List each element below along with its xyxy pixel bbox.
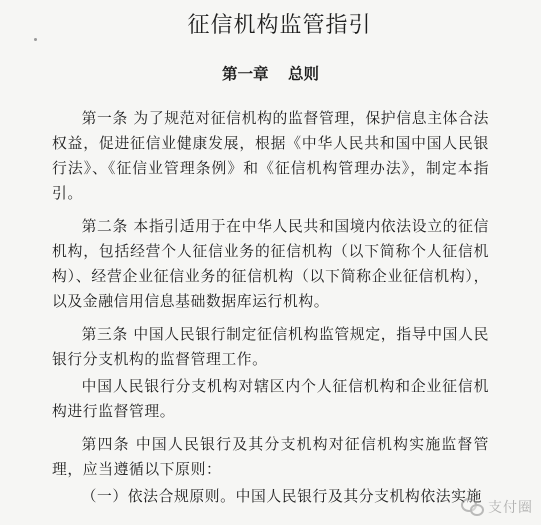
scan-dot <box>34 38 37 41</box>
article-3-paragraph-2: 中国人民银行分支机构对辖区内个人征信机构和企业征信机构进行监督管理。 <box>52 378 489 420</box>
document-title: 征信机构监管指引 <box>187 13 372 38</box>
wechat-icon <box>461 498 483 516</box>
article-1: 第一条 为了规范对征信机构的监督管理，保护信息主体合法权益，促进征信业健康发展，根据《中华人民共和国中国人民银行法》、《征信业管理条例》和《征信机构管理办法》，制定本指引。 <box>52 110 489 202</box>
article-4-item-1: （一）依法合规原则。中国人民银行及其分支机构依法实施 <box>81 488 482 505</box>
article-2: 第二条 本指引适用于在中华人民共和国境内依法设立的征信机构，包括经营个人征信业务的征信机构（以下简称个人征信机构）、经营企业征信业务的征信机构（以下简称企业征信机构），以及金融信用信息基础数据库运行机构。 <box>52 218 489 310</box>
watermark-text: 支付圈 <box>488 500 533 516</box>
article-4: 第四条 中国人民银行及其分支机构对征信机构实施监督管理，应当遵循以下原则： <box>52 436 489 478</box>
chapter-heading: 第一章 总则 <box>222 64 319 83</box>
article-3: 第三条 中国人民银行制定征信机构监管规定，指导中国人民银行分支机构的监督管理工作。 <box>52 326 489 368</box>
watermark <box>461 497 533 517</box>
